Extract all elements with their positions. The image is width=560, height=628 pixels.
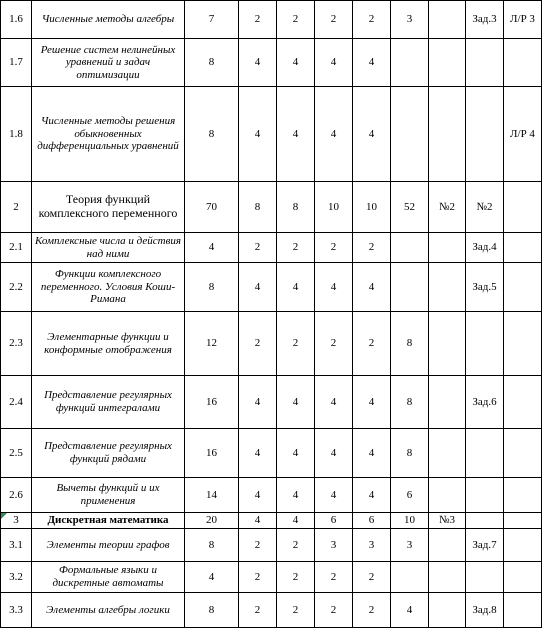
hours-cell-c3: 4 [315, 87, 353, 182]
hours-cell-c3: 2 [315, 1, 353, 39]
hours-cell-c3: 2 [315, 312, 353, 376]
hours-cell-c7 [466, 513, 504, 529]
hours-cell-c7 [466, 312, 504, 376]
table-row [1, 312, 542, 376]
hours-cell-c4: 2 [353, 233, 391, 263]
hours-cell-c5: 6 [391, 478, 429, 513]
hours-cell-c3: 3 [315, 529, 353, 562]
row-number-cell: 3.2 [1, 562, 32, 593]
row-number-cell [1, 513, 32, 529]
topic-name-cell: Теория функций комплексного переменного [32, 182, 185, 233]
hours-cell-c2: 2 [277, 593, 315, 628]
table-row [1, 39, 542, 87]
hours-cell-c6 [429, 429, 466, 478]
hours-cell-c6: №2 [429, 182, 466, 233]
hours-cell-c3: 6 [315, 513, 353, 529]
row-number-cell: 1.8 [1, 87, 32, 182]
hours-cell-c6 [429, 1, 466, 39]
hours-cell-c2: 4 [277, 87, 315, 182]
hours-cell-c4: 6 [353, 513, 391, 529]
hours-cell-c7 [466, 87, 504, 182]
hours-cell-c4: 4 [353, 39, 391, 87]
hours-cell-c2: 4 [277, 513, 315, 529]
total-hours-cell: 7 [185, 1, 239, 39]
table-row [1, 429, 542, 478]
table-row [1, 478, 542, 513]
hours-cell-c6 [429, 376, 466, 429]
hours-cell-c4: 4 [353, 263, 391, 312]
error-indicator-icon [1, 513, 7, 519]
hours-cell-c2: 8 [277, 182, 315, 233]
table-row [1, 87, 542, 182]
row-number-cell: 2.1 [1, 233, 32, 263]
hours-cell-c5 [391, 562, 429, 593]
row-number-cell: 2 [1, 182, 32, 233]
row-number-cell: 1.7 [1, 39, 32, 87]
hours-cell-c5: 3 [391, 529, 429, 562]
total-hours-cell: 4 [185, 233, 239, 263]
hours-cell-c6 [429, 478, 466, 513]
hours-cell-c4: 3 [353, 529, 391, 562]
hours-cell-c5: 10 [391, 513, 429, 529]
hours-cell-c3: 4 [315, 429, 353, 478]
topic-name-cell: Элементы теории графов [32, 529, 185, 562]
hours-cell-c6 [429, 529, 466, 562]
topic-name-cell: Представление регулярных функций рядами [32, 429, 185, 478]
hours-cell-c1: 2 [239, 593, 277, 628]
hours-cell-c8 [504, 376, 542, 429]
topic-name-cell: Решение систем нелинейных уравнений и задач оптимизации [32, 39, 185, 87]
hours-cell-c2: 4 [277, 263, 315, 312]
hours-cell-c7: №2 [466, 182, 504, 233]
table-row [1, 263, 542, 312]
hours-cell-c4: 10 [353, 182, 391, 233]
hours-cell-c6 [429, 263, 466, 312]
row-number-label: 3 [13, 514, 19, 527]
hours-cell-c1: 4 [239, 478, 277, 513]
hours-cell-c8 [504, 562, 542, 593]
hours-cell-c1: 4 [239, 513, 277, 529]
total-hours-cell: 12 [185, 312, 239, 376]
topic-name-cell: Дискретная математика [32, 513, 185, 529]
hours-cell-c1: 2 [239, 529, 277, 562]
hours-cell-c6 [429, 593, 466, 628]
hours-cell-c5: 8 [391, 429, 429, 478]
hours-cell-c8 [504, 39, 542, 87]
hours-cell-c7: Зад.4 [466, 233, 504, 263]
hours-cell-c6 [429, 87, 466, 182]
hours-cell-c2: 2 [277, 1, 315, 39]
hours-cell-c1: 4 [239, 429, 277, 478]
hours-cell-c8 [504, 233, 542, 263]
hours-cell-c8 [504, 529, 542, 562]
topic-name-cell: Элементарные функции и конформные отображения [32, 312, 185, 376]
hours-cell-c3: 10 [315, 182, 353, 233]
table-row [1, 1, 542, 39]
hours-cell-c1: 8 [239, 182, 277, 233]
hours-cell-c6 [429, 39, 466, 87]
table-row [1, 529, 542, 562]
total-hours-cell: 16 [185, 429, 239, 478]
total-hours-cell: 20 [185, 513, 239, 529]
topic-name-cell: Вычеты функций и их применения [32, 478, 185, 513]
table-row [1, 562, 542, 593]
hours-cell-c1: 4 [239, 263, 277, 312]
hours-cell-c1: 4 [239, 376, 277, 429]
table-row [1, 513, 542, 529]
total-hours-cell: 4 [185, 562, 239, 593]
hours-cell-c4: 2 [353, 593, 391, 628]
hours-cell-c7: Зад.3 [466, 1, 504, 39]
hours-cell-c2: 2 [277, 562, 315, 593]
hours-cell-c5 [391, 87, 429, 182]
hours-cell-c7: Зад.6 [466, 376, 504, 429]
topic-name-cell: Элементы алгебры логики [32, 593, 185, 628]
hours-cell-c8 [504, 513, 542, 529]
hours-cell-c2: 4 [277, 478, 315, 513]
hours-cell-c1: 2 [239, 562, 277, 593]
hours-cell-c6: №3 [429, 513, 466, 529]
row-number-cell: 2.3 [1, 312, 32, 376]
hours-cell-c8 [504, 593, 542, 628]
total-hours-cell: 8 [185, 529, 239, 562]
hours-cell-c1: 4 [239, 87, 277, 182]
hours-cell-c4: 4 [353, 478, 391, 513]
hours-cell-c8 [504, 312, 542, 376]
hours-cell-c3: 4 [315, 376, 353, 429]
hours-cell-c1: 4 [239, 39, 277, 87]
hours-cell-c7 [466, 562, 504, 593]
row-number-cell: 1.6 [1, 1, 32, 39]
hours-cell-c8 [504, 429, 542, 478]
total-hours-cell: 8 [185, 593, 239, 628]
row-number-cell: 2.2 [1, 263, 32, 312]
hours-cell-c6 [429, 233, 466, 263]
topic-name-cell: Функции комплексного переменного. Условия Коши-Римана [32, 263, 185, 312]
hours-cell-c8 [504, 182, 542, 233]
row-number-cell: 2.6 [1, 478, 32, 513]
hours-cell-c5: 3 [391, 1, 429, 39]
hours-cell-c4: 4 [353, 429, 391, 478]
total-hours-cell: 70 [185, 182, 239, 233]
hours-cell-c1: 2 [239, 233, 277, 263]
hours-cell-c7: Зад.7 [466, 529, 504, 562]
hours-cell-c3: 4 [315, 478, 353, 513]
hours-cell-c5: 4 [391, 593, 429, 628]
hours-cell-c7 [466, 478, 504, 513]
hours-cell-c6 [429, 562, 466, 593]
hours-cell-c1: 2 [239, 1, 277, 39]
total-hours-cell: 14 [185, 478, 239, 513]
hours-cell-c2: 2 [277, 233, 315, 263]
hours-cell-c5 [391, 39, 429, 87]
topic-name-cell: Численные методы алгебры [32, 1, 185, 39]
hours-cell-c2: 2 [277, 312, 315, 376]
table-row [1, 593, 542, 628]
topic-name-cell: Комплексные числа и действия над ними [32, 233, 185, 263]
hours-cell-c4: 2 [353, 1, 391, 39]
row-number-cell: 2.4 [1, 376, 32, 429]
hours-cell-c6 [429, 312, 466, 376]
hours-cell-c3: 4 [315, 263, 353, 312]
hours-cell-c7 [466, 429, 504, 478]
hours-cell-c4: 2 [353, 562, 391, 593]
table-row [1, 182, 542, 233]
curriculum-table-body [1, 1, 542, 628]
total-hours-cell: 8 [185, 263, 239, 312]
hours-cell-c7 [466, 39, 504, 87]
hours-cell-c2: 2 [277, 529, 315, 562]
row-number-cell: 3.3 [1, 593, 32, 628]
hours-cell-c2: 4 [277, 376, 315, 429]
row-number-cell: 2.5 [1, 429, 32, 478]
hours-cell-c8: Л/Р 4 [504, 87, 542, 182]
hours-cell-c4: 4 [353, 87, 391, 182]
hours-cell-c3: 2 [315, 562, 353, 593]
hours-cell-c5: 8 [391, 312, 429, 376]
hours-cell-c3: 4 [315, 39, 353, 87]
row-number-cell: 3.1 [1, 529, 32, 562]
hours-cell-c4: 2 [353, 312, 391, 376]
hours-cell-c8 [504, 478, 542, 513]
hours-cell-c2: 4 [277, 39, 315, 87]
total-hours-cell: 8 [185, 39, 239, 87]
hours-cell-c4: 4 [353, 376, 391, 429]
table-row [1, 376, 542, 429]
hours-cell-c3: 2 [315, 233, 353, 263]
total-hours-cell: 8 [185, 87, 239, 182]
table-row [1, 233, 542, 263]
total-hours-cell: 16 [185, 376, 239, 429]
hours-cell-c5 [391, 263, 429, 312]
topic-name-cell: Представление регулярных функций интегралами [32, 376, 185, 429]
hours-cell-c7: Зад.8 [466, 593, 504, 628]
hours-cell-c5: 8 [391, 376, 429, 429]
hours-cell-c7: Зад.5 [466, 263, 504, 312]
hours-cell-c5 [391, 233, 429, 263]
hours-cell-c1: 2 [239, 312, 277, 376]
hours-cell-c8: Л/Р 3 [504, 1, 542, 39]
hours-cell-c5: 52 [391, 182, 429, 233]
topic-name-cell: Численные методы решения обыкновенных дифференциальных уравнений [32, 87, 185, 182]
hours-cell-c3: 2 [315, 593, 353, 628]
topic-name-cell: Формальные языки и дискретные автоматы [32, 562, 185, 593]
hours-cell-c2: 4 [277, 429, 315, 478]
hours-cell-c8 [504, 263, 542, 312]
